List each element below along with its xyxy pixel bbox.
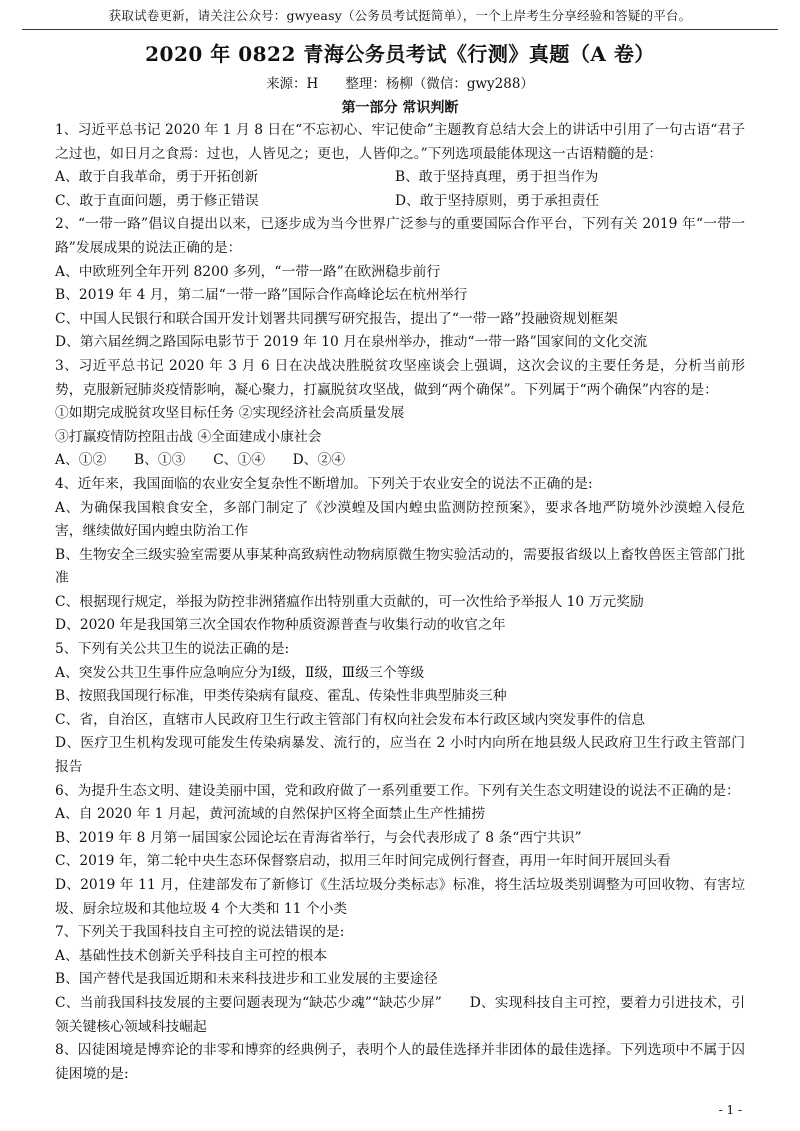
q5-option-b: B、按照我国现行标准，甲类传染病有鼠疫、霍乱、传染性非典型肺炎三种	[55, 688, 507, 705]
q5-option-d: D、医疗卫生机构发现可能发生传染病暴发、流行的，应当在 2 小时内向所在地县级人民政府卫生行政主管部门报告	[55, 735, 745, 776]
q1-option-b: B、敢于坚持真理，勇于担当作为	[395, 169, 599, 186]
source-line: 来源：H 整理：杨柳（微信：gwy288）	[266, 76, 534, 92]
q2-option-d: D、第六届丝绸之路国际电影节于 2019 年 10 月在泉州举办，推动“一带一路”国家间的文化交流	[55, 334, 648, 351]
q6-stem: 6、为提升生态文明、建设美丽中国，党和政府做了一系列重要工作。下列有关生态文明建设的说法不正确的是：	[55, 782, 740, 799]
q4-stem: 4、近年来，我国面临的农业安全复杂性不断增加。下列关于农业安全的说法不正确的是:	[55, 475, 593, 492]
q7-option-a: A、基础性技术创新关乎科技自主可控的根本	[55, 947, 328, 964]
q3-options: A、①② B、①③ C、①④ D、②④	[55, 452, 346, 469]
q2-option-b: B、2019 年 4 月，第二届“一带一路”国际合作高峰论坛在杭州举行	[55, 287, 468, 304]
q4-option-d: D、2020 年是我国第三次全国农作物种质资源普查与收集行动的收官之年	[55, 617, 506, 634]
question-body	[55, 119, 745, 1086]
q4-option-a: A、为确保我国粮食安全，多部门制定了《沙漠蝗及国内蝗虫监测防控预案》，要求各地严防境外沙漠蝗入侵危害，继续做好国内蝗虫防治工作	[55, 499, 745, 540]
q1-options-row-1	[55, 166, 745, 190]
q5-option-c: C、省，自治区，直辖市人民政府卫生行政主管部门有权向社会发布本行政区域内突发事件的信息	[55, 711, 646, 728]
q5-stem: 5、下列有关公共卫生的说法正确的是:	[55, 641, 290, 658]
q1-option-c: C、敢于直面问题，勇于修正错误	[55, 192, 259, 209]
q3-stem: 3、习近平总书记 2020 年 3 月 6 日在决战决胜脱贫攻坚座谈会上强调，这次会议的主要任务是，分析当前形势，克服新冠肺炎疫情影响，凝心聚力，打赢脱贫攻坚战，做到“两个确保”。下列属于“两个确保”内容的是：	[55, 357, 745, 398]
q2-option-a: A、中欧班列全年开列 8200 多列，“一带一路”在欧洲稳步前行	[55, 263, 441, 280]
q3-items-2: ③打赢疫情防控阻击战 ④全面建成小康社会	[55, 428, 322, 445]
q1-option-d: D、敢于坚持原则，勇于承担责任	[395, 192, 600, 209]
q4-option-b: B、生物安全三级实验室需要从事某种高致病性动物病原微生物实验活动的，需要报省级以上畜牧兽医主管部门批准	[55, 546, 745, 587]
q6-option-c: C、2019 年，第二轮中央生态环保督察启动，拟用三年时间完成例行督查，再用一年时间开展回头看	[55, 853, 671, 870]
q7-option-b: B、国产替代是我国近期和未来科技进步和工业发展的主要途径	[55, 971, 438, 988]
page-number: - 1 -	[718, 1103, 742, 1117]
header-divider	[22, 29, 778, 30]
q4-option-c: C、根据现行规定，举报为防控非洲猪瘟作出特别重大贡献的，可一次性给予举报人 10 万元奖励	[55, 593, 644, 610]
q5-option-a: A、突发公共卫生事件应急响应分为Ⅰ级，Ⅱ级，Ⅲ级三个等级	[55, 664, 425, 681]
q1-options-row-2	[55, 190, 745, 214]
q7-stem: 7、下列关于我国科技自主可控的说法错误的是:	[55, 924, 345, 941]
q2-stem: 2、“一带一路”倡议自提出以来，已逐步成为当今世界广泛参与的重要国际合作平台，下列有关 2019 年“一带一路”发展成果的说法正确的是：	[55, 216, 745, 256]
header-banner: 获取试卷更新，请关注公众号：gwyeasy（公务员考试挺简单），一个上岸考生分享经验和答疑的平台。	[108, 8, 692, 23]
q1-option-a: A、敢于自我革命，勇于开拓创新	[55, 169, 259, 186]
section-heading: 第一部分 常识判断	[341, 100, 459, 116]
q8-stem: 8、囚徒困境是博弈论的非零和博弈的经典例子，表明个人的最佳选择并非团体的最佳选择。下列选项中不属于囚徒困境的是:	[55, 1042, 745, 1082]
q6-option-d: D、2019 年 11 月，住建部发布了新修订《生活垃圾分类标志》标准，将生活垃圾类别调整为可回收物、有害垃圾、厨余垃圾和其他垃圾 4 个大类和 11 个小类	[55, 877, 745, 917]
q6-option-b: B、2019 年 8 月第一届国家公园论坛在青海省举行，与会代表形成了 8 条“西宁共识”	[55, 829, 582, 846]
q3-items-1: ①如期完成脱贫攻坚目标任务 ②实现经济社会高质量发展	[55, 405, 405, 422]
q7-options-cd: C、当前我国科技发展的主要问题表现为“缺芯少魂”“缺芯少屏” D、实现科技自主可控，要着力引进技术，引领关键核心领域科技崛起	[55, 994, 745, 1035]
q2-option-c: C、中国人民银行和联合国开发计划署共同撰写研究报告，提出了“一带一路”投融资规划框架	[55, 310, 618, 327]
q1-stem: 1、习近平总书记 2020 年 1 月 8 日在“不忘初心、牢记使命”主题教育总结大会上的讲话中引用了一句古语“君子之过也，如日月之食焉：过也，人皆见之；更也，人皆仰之。”下列选项最能体现这一古语精髓的是：	[55, 122, 745, 162]
q6-option-a: A、自 2020 年 1 月起，黄河流域的自然保护区将全面禁止生产性捕捞	[55, 806, 486, 823]
page-title: 2020 年 0822 青海公务员考试《行测》真题（A 卷）	[145, 42, 655, 66]
